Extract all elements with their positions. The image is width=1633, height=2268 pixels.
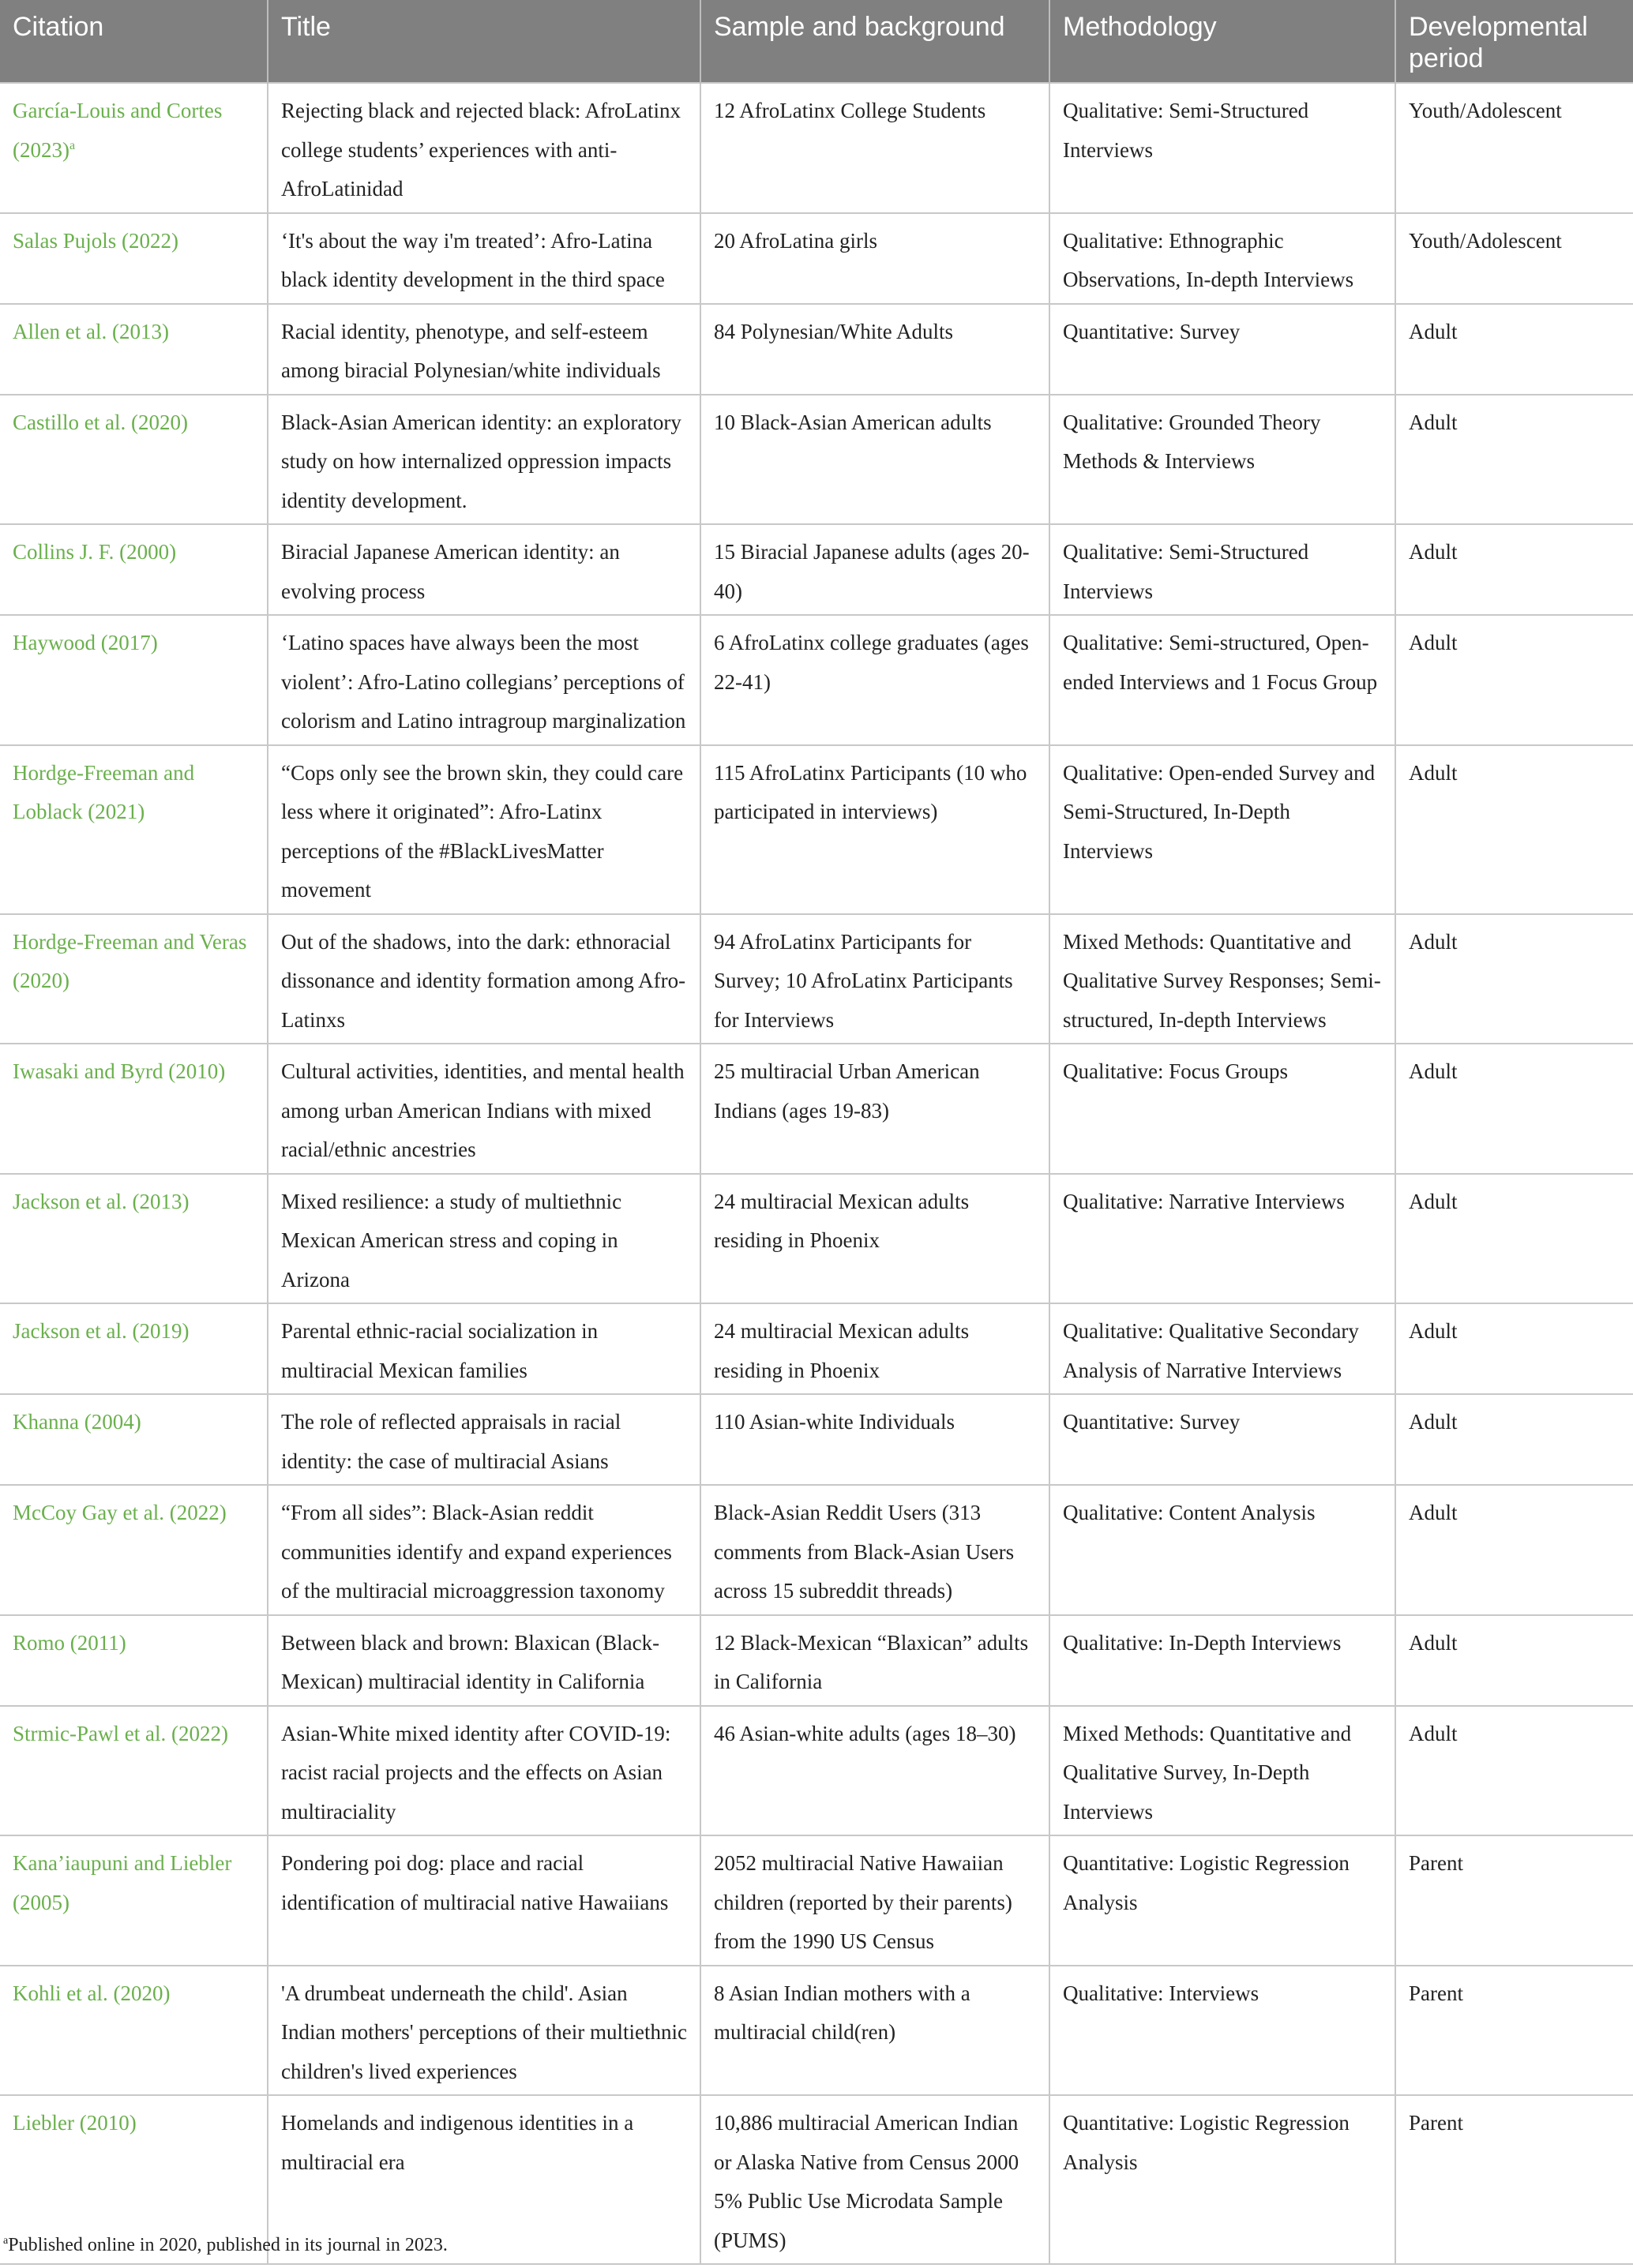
column-header-title: Title (268, 0, 700, 83)
table-row (0, 1966, 1633, 2096)
methodology-cell: Quantitative: Logistic Regression Analysis (1049, 2095, 1395, 2264)
methodology-cell: Qualitative: Interviews (1049, 1966, 1395, 2096)
methodology-cell: Qualitative: Qualitative Secondary Analysis of Narrative Interviews (1049, 1303, 1395, 1394)
methodology-cell: Quantitative: Survey (1049, 1394, 1395, 1485)
sample-cell: 24 multiracial Mexican adults residing in Phoenix (700, 1174, 1049, 1304)
footnote-text: Published online in 2020, published in its journal in 2023. (8, 2235, 448, 2255)
developmental-period-cell: Adult (1395, 1615, 1633, 1706)
table-row (0, 395, 1633, 525)
citation-cell[interactable] (0, 1394, 268, 1485)
table-row (0, 914, 1633, 1044)
developmental-period-cell: Adult (1395, 1394, 1633, 1485)
table-body (0, 83, 1633, 2264)
sample-cell: 12 AfroLatinx College Students (700, 83, 1049, 213)
citation-link[interactable]: Iwasaki and Byrd (2010) (13, 1059, 226, 1083)
sample-cell: 94 AfroLatinx Participants for Survey; 10 AfroLatinx Participants for Interviews (700, 914, 1049, 1044)
column-header-sample: Sample and background (700, 0, 1049, 83)
sample-cell: 110 Asian-white Individuals (700, 1394, 1049, 1485)
developmental-period-cell: Adult (1395, 914, 1633, 1044)
citation-link[interactable]: Haywood (2017) (13, 631, 158, 654)
developmental-period-cell: Adult (1395, 1303, 1633, 1394)
sample-cell: 6 AfroLatinx college graduates (ages 22-41) (700, 615, 1049, 745)
developmental-period-cell: Parent (1395, 1835, 1633, 1966)
methodology-cell: Quantitative: Survey (1049, 304, 1395, 395)
citation-link[interactable]: Jackson et al. (2013) (13, 1189, 190, 1213)
citation-link[interactable]: Hordge-Freeman and Veras (2020) (13, 929, 247, 992)
table-row (0, 1835, 1633, 1966)
table-row (0, 304, 1633, 395)
sample-cell: 46 Asian-white adults (ages 18–30) (700, 1706, 1049, 1836)
title-cell: Out of the shadows, into the dark: ethnoracial dissonance and identity formation among Afro-Latinxs (268, 914, 700, 1044)
table-row (0, 1394, 1633, 1485)
citation-cell[interactable] (0, 213, 268, 304)
table-row (0, 1174, 1633, 1304)
table-footnote (3, 2232, 448, 2258)
citation-cell[interactable] (0, 1485, 268, 1615)
developmental-period-cell: Adult (1395, 395, 1633, 525)
citation-cell[interactable] (0, 304, 268, 395)
citation-cell[interactable] (0, 1706, 268, 1836)
methodology-cell: Qualitative: Ethnographic Observations, In-depth Interviews (1049, 213, 1395, 304)
column-header-methodology: Methodology (1049, 0, 1395, 83)
sample-cell: 15 Biracial Japanese adults (ages 20-40) (700, 524, 1049, 615)
sample-cell: 12 Black-Mexican “Blaxican” adults in California (700, 1615, 1049, 1706)
methodology-cell: Qualitative: Focus Groups (1049, 1044, 1395, 1174)
methodology-cell: Qualitative: Semi-Structured Interviews (1049, 524, 1395, 615)
methodology-cell: Qualitative: Narrative Interviews (1049, 1174, 1395, 1304)
citation-link[interactable]: Khanna (2004) (13, 1410, 141, 1434)
citation-link[interactable]: McCoy Gay et al. (2022) (13, 1501, 227, 1524)
citation-cell[interactable] (0, 83, 268, 213)
developmental-period-cell: Adult (1395, 1174, 1633, 1304)
methodology-cell: Mixed Methods: Quantitative and Qualitative Survey, In-Depth Interviews (1049, 1706, 1395, 1836)
developmental-period-cell: Adult (1395, 304, 1633, 395)
developmental-period-cell: Parent (1395, 2095, 1633, 2264)
methodology-cell: Quantitative: Logistic Regression Analysis (1049, 1835, 1395, 1966)
methodology-cell: Qualitative: Grounded Theory Methods & Interviews (1049, 395, 1395, 525)
column-header-citation: Citation (0, 0, 268, 83)
citation-cell[interactable] (0, 1174, 268, 1304)
developmental-period-cell: Adult (1395, 615, 1633, 745)
citation-link[interactable]: Liebler (2010) (13, 2111, 137, 2135)
citation-cell[interactable] (0, 1966, 268, 2096)
citation-cell[interactable] (0, 1044, 268, 1174)
title-cell: The role of reflected appraisals in racial identity: the case of multiracial Asians (268, 1394, 700, 1485)
developmental-period-cell: Adult (1395, 745, 1633, 914)
title-cell: Between black and brown: Blaxican (Black-Mexican) multiracial identity in California (268, 1615, 700, 1706)
sample-cell: 2052 multiracial Native Hawaiian children (reported by their parents) from the 1990 US Census (700, 1835, 1049, 1966)
citation-link[interactable]: García-Louis and Cortes (2023) (13, 99, 223, 162)
title-cell: ‘It's about the way i'm treated’: Afro-Latina black identity development in the third space (268, 213, 700, 304)
citation-link[interactable]: Salas Pujols (2022) (13, 228, 179, 253)
table-header-row (0, 0, 1633, 83)
developmental-period-cell: Youth/Adolescent (1395, 83, 1633, 213)
developmental-period-cell: Adult (1395, 1485, 1633, 1615)
methodology-cell: Mixed Methods: Quantitative and Qualitative Survey Responses; Semi-structured, In-depth Interviews (1049, 914, 1395, 1044)
citation-footnote-mark: a (69, 138, 76, 152)
title-cell: Homelands and indigenous identities in a multiracial era (268, 2095, 700, 2264)
citation-cell[interactable] (0, 615, 268, 745)
methodology-cell: Qualitative: Semi-Structured Interviews (1049, 83, 1395, 213)
citation-link[interactable]: Castillo et al. (2020) (13, 410, 188, 434)
title-cell: Mixed resilience: a study of multiethnic Mexican American stress and coping in Arizona (268, 1174, 700, 1304)
table-row (0, 1615, 1633, 1706)
table-row (0, 213, 1633, 304)
citation-cell[interactable] (0, 914, 268, 1044)
sample-cell: Black-Asian Reddit Users (313 comments from Black-Asian Users across 15 subreddit threads) (700, 1485, 1049, 1615)
footnote-mark: a (3, 2235, 9, 2247)
citation-cell[interactable] (0, 524, 268, 615)
developmental-period-cell: Adult (1395, 524, 1633, 615)
table-row (0, 1485, 1633, 1615)
citation-link[interactable]: Strmic-Pawl et al. (2022) (13, 1721, 228, 1745)
sample-cell: 10 Black-Asian American adults (700, 395, 1049, 525)
developmental-period-cell: Adult (1395, 1044, 1633, 1174)
citation-link[interactable]: Collins J. F. (2000) (13, 540, 177, 564)
title-cell: Black-Asian American identity: an exploratory study on how internalized oppression impacts identity development. (268, 395, 700, 525)
title-cell: Rejecting black and rejected black: AfroLatinx college students’ experiences with anti-AfroLatinidad (268, 83, 700, 213)
citation-link[interactable]: Jackson et al. (2019) (13, 1319, 190, 1343)
methodology-cell: Qualitative: In-Depth Interviews (1049, 1615, 1395, 1706)
citation-link[interactable]: Hordge-Freeman and Loblack (2021) (13, 760, 195, 823)
title-cell: “From all sides”: Black-Asian reddit communities identify and expand experiences of the multiracial microaggression taxonomy (268, 1485, 700, 1615)
citation-link[interactable]: Allen et al. (2013) (13, 319, 169, 343)
citation-cell[interactable] (0, 395, 268, 525)
title-cell: ‘Latino spaces have always been the most violent’: Afro-Latino collegians’ perceptions of colorism and Latino intragroup marginalization (268, 615, 700, 745)
title-cell: 'A drumbeat underneath the child'. Asian Indian mothers' perceptions of their multiethnic children's lived experiences (268, 1966, 700, 2096)
citation-cell[interactable] (0, 1835, 268, 1966)
column-header-developmental-period: Developmental period (1395, 0, 1633, 83)
table-row (0, 1706, 1633, 1836)
methodology-cell: Qualitative: Content Analysis (1049, 1485, 1395, 1615)
citation-link[interactable]: Romo (2011) (13, 1630, 126, 1655)
sample-cell: 10,886 multiracial American Indian or Alaska Native from Census 2000 5% Public Use Microdata Sample (PUMS) (700, 2095, 1049, 2264)
table-row (0, 615, 1633, 745)
sample-cell: 84 Polynesian/White Adults (700, 304, 1049, 395)
sample-cell: 25 multiracial Urban American Indians (ages 19-83) (700, 1044, 1049, 1174)
table-row (0, 745, 1633, 914)
developmental-period-cell: Adult (1395, 1706, 1633, 1836)
table-row (0, 524, 1633, 615)
title-cell: Parental ethnic-racial socialization in multiracial Mexican families (268, 1303, 700, 1394)
methodology-cell: Qualitative: Semi-structured, Open-ended Interviews and 1 Focus Group (1049, 615, 1395, 745)
title-cell: Biracial Japanese American identity: an evolving process (268, 524, 700, 615)
sample-cell: 24 multiracial Mexican adults residing in Phoenix (700, 1303, 1049, 1394)
citation-cell[interactable] (0, 745, 268, 914)
table-row (0, 1044, 1633, 1174)
title-cell: “Cops only see the brown skin, they could care less where it originated”: Afro-Latinx perceptions of the #BlackLivesMatter movement (268, 745, 700, 914)
table-row (0, 83, 1633, 213)
methodology-cell: Qualitative: Open-ended Survey and Semi-Structured, In-Depth Interviews (1049, 745, 1395, 914)
citation-cell[interactable] (0, 1615, 268, 1706)
title-cell: Racial identity, phenotype, and self-esteem among biracial Polynesian/white individuals (268, 304, 700, 395)
citation-cell[interactable] (0, 1303, 268, 1394)
title-cell: Asian-White mixed identity after COVID-19: racist racial projects and the effects on Asian multiraciality (268, 1706, 700, 1836)
table-row (0, 1303, 1633, 1394)
developmental-period-cell: Parent (1395, 1966, 1633, 2096)
citation-link[interactable]: Kohli et al. (2020) (13, 1981, 171, 2005)
developmental-period-cell: Youth/Adolescent (1395, 213, 1633, 304)
title-cell: Cultural activities, identities, and mental health among urban American Indians with mixed racial/ethnic ancestries (268, 1044, 700, 1174)
citation-link[interactable]: Kana’iaupuni and Liebler (2005) (13, 1851, 232, 1914)
sample-cell: 115 AfroLatinx Participants (10 who participated in interviews) (700, 745, 1049, 914)
sample-cell: 8 Asian Indian mothers with a multiracial child(ren) (700, 1966, 1049, 2096)
title-cell: Pondering poi dog: place and racial identification of multiracial native Hawaiians (268, 1835, 700, 1966)
sample-cell: 20 AfroLatina girls (700, 213, 1049, 304)
